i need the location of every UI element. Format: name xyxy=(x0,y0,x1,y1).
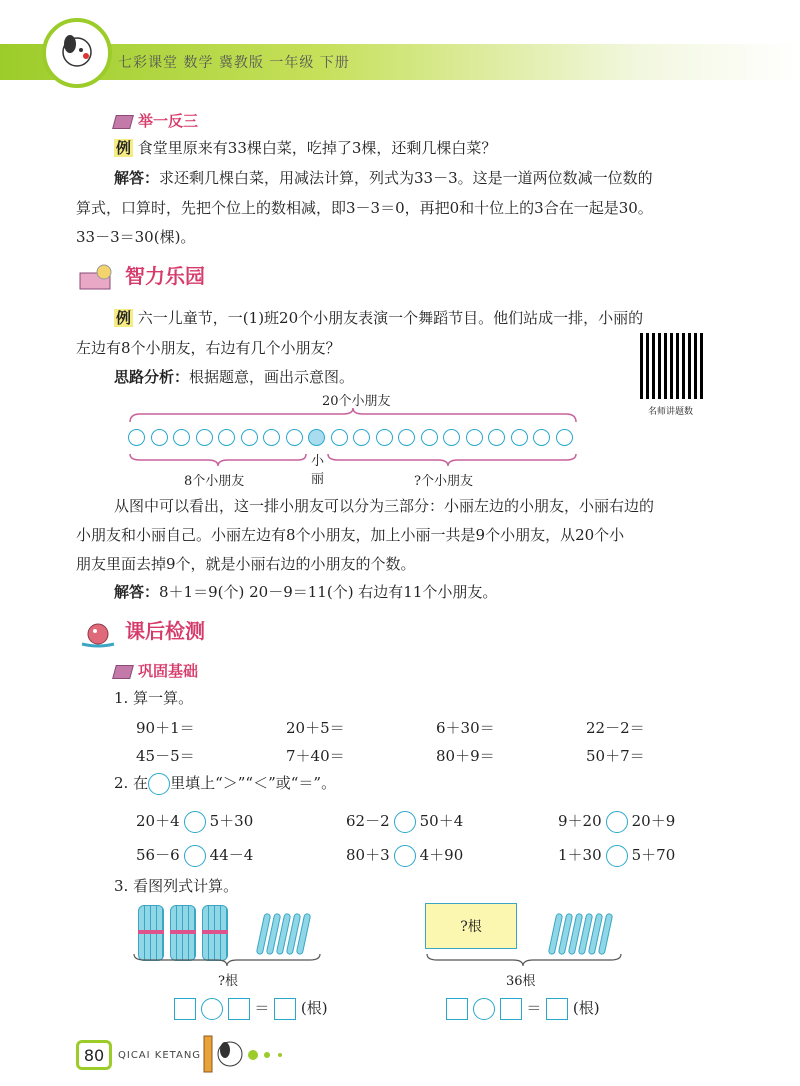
child-circle xyxy=(398,429,415,446)
child-circle xyxy=(556,429,573,446)
book-icon xyxy=(112,115,134,129)
diagram-left-label: 8个小朋友 xyxy=(184,474,245,489)
puzzle-question-line1: 例 六一儿童节，一(1)班20个小朋友表演一个舞蹈节目。他们站成一排，小丽的 xyxy=(116,309,644,327)
footer-dot xyxy=(264,1052,270,1058)
puzzle-answer: 解答：8＋1＝9(个) 20－9＝11(个) 右边有11个小朋友。 xyxy=(114,583,498,601)
q2-left: 56－6 xyxy=(136,846,180,864)
q2-right: 5＋30 xyxy=(209,812,254,830)
footer-brand: QICAI KETANG xyxy=(118,1050,202,1061)
section-juyifansan: 举一反三 xyxy=(114,110,198,131)
q2-item xyxy=(346,840,463,870)
child-circle xyxy=(443,429,460,446)
puzzle-para1: 从图中可以看出，这一排小朋友可以分为三部分：小丽左边的小朋友，小丽右边的 xyxy=(114,497,655,515)
q2-left: 20＋4 xyxy=(136,812,180,830)
answer-box[interactable] xyxy=(500,998,522,1020)
q2-left: 1＋30 xyxy=(558,846,602,864)
operator-circle[interactable] xyxy=(473,998,495,1020)
child-circle xyxy=(151,429,168,446)
q1-item: 20＋5＝ xyxy=(286,719,345,737)
child-circle xyxy=(376,429,393,446)
q2-item xyxy=(136,806,253,836)
q1-title: 1. 算一算。 xyxy=(114,689,194,707)
example1-question: 例 食堂里原来有33棵白菜，吃掉了3棵，还剩几棵白菜？ xyxy=(116,139,497,157)
q3-left-brace xyxy=(132,952,322,970)
q1-item: 90＋1＝ xyxy=(136,719,195,737)
qr-caption: 名师讲题数 xyxy=(648,407,694,417)
monster-icon xyxy=(78,618,118,648)
child-circle xyxy=(353,429,370,446)
section-kehoujiance: 课后检测 xyxy=(78,615,205,648)
q1-item: 22－2＝ xyxy=(586,719,645,737)
puzzle-para2: 小朋友和小丽自己。小丽左边有8个小朋友，加上小丽一共是9个小朋友，从20个小 xyxy=(76,526,625,544)
q1-item: 80＋9＝ xyxy=(436,747,495,765)
child-circle xyxy=(128,429,145,446)
compare-circle[interactable] xyxy=(184,811,206,833)
child-circle xyxy=(173,429,190,446)
q3-left-equation: ＝ (根) xyxy=(174,997,328,1020)
header-title: 七彩课堂 数学 冀教版 一年级 下册 xyxy=(118,55,350,71)
q2-item xyxy=(558,806,675,836)
q2-left: 62－2 xyxy=(346,812,390,830)
child-circle xyxy=(263,429,280,446)
child-circle-xiaoli xyxy=(308,429,325,446)
footer-dot xyxy=(278,1053,282,1057)
child-circle xyxy=(196,429,213,446)
answer-box[interactable] xyxy=(446,998,468,1020)
q3-left-label: ?根 xyxy=(218,974,238,989)
q2-item xyxy=(558,840,675,870)
child-circle xyxy=(533,429,550,446)
example1-answer-line1: 解答：求还剩几棵白菜，用减法计算，列式为33－3。这是一道两位数减一位数的 xyxy=(114,169,653,187)
child-circle xyxy=(331,429,348,446)
answer-box[interactable] xyxy=(274,998,296,1020)
diagram-top-label: 20个小朋友 xyxy=(322,394,391,409)
footer-dot xyxy=(248,1050,258,1060)
diagram-top-brace xyxy=(128,408,578,424)
mascot-icon xyxy=(42,18,112,88)
q2-right: 4＋90 xyxy=(419,846,464,864)
q2-right: 5＋70 xyxy=(631,846,676,864)
q2-left: 80＋3 xyxy=(346,846,390,864)
child-circle xyxy=(286,429,303,446)
child-circle xyxy=(421,429,438,446)
q1-item: 6＋30＝ xyxy=(436,719,495,737)
puzzle-question-line2: 左边有8个小朋友，右边有几个小朋友？ xyxy=(76,339,341,357)
compare-circle[interactable] xyxy=(184,845,206,867)
puzzle-para3: 朋友里面去掉9个，就是小丽右边的小朋友的个数。 xyxy=(76,555,416,573)
q2-title: 2. 在 里填上“＞”“＜”或“＝”。 xyxy=(114,768,336,798)
section-gonggujichu: 巩固基础 xyxy=(114,660,198,681)
q1-item: 7＋40＝ xyxy=(286,747,345,765)
q2-right: 44－4 xyxy=(209,846,254,864)
children-row xyxy=(128,429,578,446)
compare-circle[interactable] xyxy=(394,811,416,833)
child-circle xyxy=(241,429,258,446)
child-circle xyxy=(466,429,483,446)
diagram-bottom-braces xyxy=(128,452,578,468)
blank-circle-sample xyxy=(148,773,170,795)
answer-box[interactable] xyxy=(228,998,250,1020)
puzzle-analysis: 思路分析：根据题意，画出示意图。 xyxy=(114,368,355,386)
answer-box[interactable] xyxy=(174,998,196,1020)
section-zhililey: 智力乐园 xyxy=(78,260,205,293)
book-icon xyxy=(112,665,134,679)
compare-circle[interactable] xyxy=(394,845,416,867)
q1-item: 45－5＝ xyxy=(136,747,195,765)
child-circle xyxy=(218,429,235,446)
operator-circle[interactable] xyxy=(201,998,223,1020)
q2-right: 50＋4 xyxy=(419,812,464,830)
child-circle xyxy=(488,429,505,446)
compare-circle[interactable] xyxy=(606,811,628,833)
footer-mascot-icon xyxy=(200,1030,248,1080)
q2-right: 20＋9 xyxy=(631,812,676,830)
q3-question-box: ?根 xyxy=(425,903,517,949)
qr-code[interactable] xyxy=(640,333,706,399)
q2-left: 9＋20 xyxy=(558,812,602,830)
example1-answer-line2: 算式，口算时，先把个位上的数相减，即3－3＝0，再把0和十位上的3合在一起是30。 xyxy=(76,199,653,217)
diagram-mid-label-1: 小 xyxy=(311,454,325,469)
q1-item: 50＋7＝ xyxy=(586,747,645,765)
diagram-mid-label-2: 丽 xyxy=(311,472,325,487)
diagram-right-label: ?个小朋友 xyxy=(414,474,473,489)
q2-item xyxy=(346,806,463,836)
puzzle-icon xyxy=(78,263,118,293)
q3-right-equation: ＝ (根) xyxy=(446,997,600,1020)
q3-right-brace xyxy=(425,952,625,970)
answer-box[interactable] xyxy=(546,998,568,1020)
q3-right-label: 36根 xyxy=(506,974,536,989)
compare-circle[interactable] xyxy=(606,845,628,867)
q3-title: 3. 看图列式计算。 xyxy=(114,877,239,895)
page-number: 80 xyxy=(76,1040,112,1070)
q2-item xyxy=(136,840,253,870)
example1-answer-line3: 33－3＝30(棵)。 xyxy=(76,228,196,246)
child-circle xyxy=(511,429,528,446)
